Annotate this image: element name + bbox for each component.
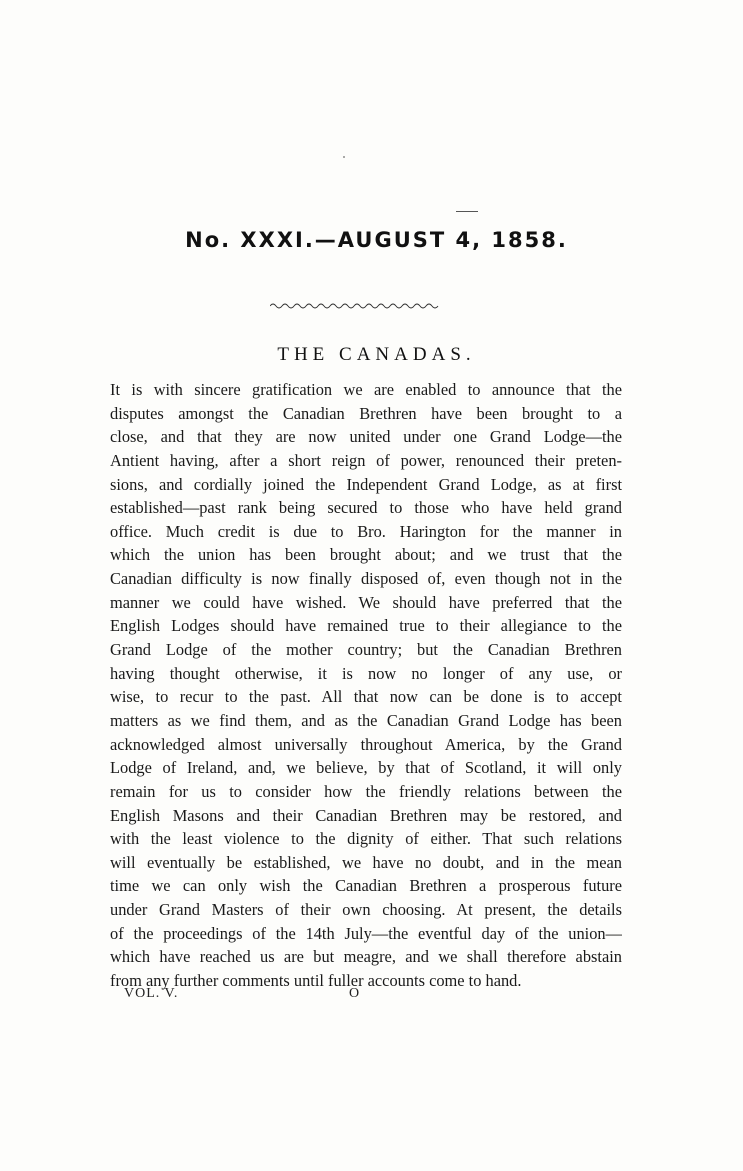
- ornament-divider: [270, 300, 440, 312]
- print-speck: [343, 156, 345, 158]
- article-line: office. Much credit is due to Bro. Harington for the manner in: [110, 521, 622, 541]
- article-line: Antient having, after a short reign of power, renounced their preten-: [110, 450, 622, 470]
- article-line: from any further comments until fuller accounts come to hand.: [110, 971, 522, 991]
- article-line: time we can only wish the Canadian Brethren a prosperous future: [110, 876, 622, 896]
- article-line: established—past rank being secured to those who have held grand: [110, 498, 622, 518]
- article-line: which have reached us are but meagre, and we shall therefore abstain: [110, 947, 622, 967]
- article-line: Lodge of Ireland, and, we believe, by that of Scotland, it will only: [110, 758, 622, 778]
- article-line: manner we could have wished. We should have preferred that the: [110, 592, 622, 612]
- article-line: close, and that they are now united under one Grand Lodge—the: [110, 427, 622, 447]
- issue-heading: No. XXXI.—AUGUST 4, 1858.: [185, 228, 568, 252]
- print-speck: [456, 211, 478, 212]
- article-body: [110, 378, 622, 993]
- article-line: with the least violence to the dignity of either. That such relations: [110, 829, 622, 849]
- article-line: Canadian difficulty is now finally disposed of, even though not in the: [110, 569, 622, 589]
- article-line: It is with sincere gratification we are enabled to announce that the: [110, 380, 622, 399]
- article-line: having thought otherwise, it is now no longer of any use, or: [110, 663, 622, 683]
- article-line: Grand Lodge of the mother country; but the Canadian Brethren: [110, 640, 622, 660]
- article-line: matters as we find them, and as the Canadian Grand Lodge has been: [110, 710, 622, 730]
- article-line: under Grand Masters of their own choosing. At present, the details: [110, 900, 622, 920]
- article-line: disputes amongst the Canadian Brethren have been brought to a: [110, 403, 622, 423]
- article-line: remain for us to consider how the friendly relations between the: [110, 781, 622, 801]
- article-line: English Masons and their Canadian Brethren may be restored, and: [110, 805, 622, 825]
- signature-mark: O: [349, 986, 360, 1001]
- article-title: THE CANADAS.: [277, 344, 476, 365]
- article-line: acknowledged almost universally throughout America, by the Grand: [110, 734, 622, 754]
- article-line: wise, to recur to the past. All that now can be done is to accept: [110, 687, 622, 707]
- article-line: which the union has been brought about; and we trust that the: [110, 545, 622, 565]
- article-line: of the proceedings of the 14th July—the eventful day of the union—: [110, 923, 622, 943]
- article-line: English Lodges should have remained true to their allegiance to the: [110, 616, 622, 636]
- volume-label: VOL. V.: [124, 986, 179, 1001]
- article-line: will eventually be established, we have no doubt, and in the mean: [110, 852, 622, 872]
- article-line: sions, and cordially joined the Independent Grand Lodge, as at first: [110, 474, 622, 494]
- page-footer: [0, 986, 743, 1006]
